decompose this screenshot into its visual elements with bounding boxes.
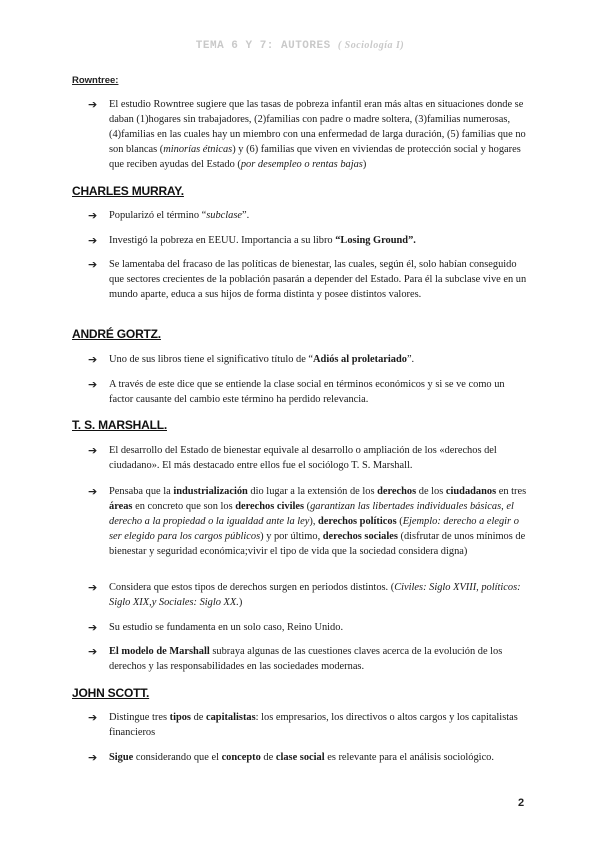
text-run: ( [396, 516, 403, 527]
text-run: Investigó la pobreza en EEUU. Importancia a su libro [109, 235, 336, 246]
bold-text: Sigue [109, 752, 134, 763]
text-run: considerando que el [133, 752, 222, 763]
text-run: en concreto que son los [132, 501, 236, 512]
list-item [88, 97, 528, 172]
text-run: subraya algunas de las cuestiones claves acerca de la evolución de los derechos y las responsabilidades en las sociedades modernas. [109, 646, 503, 672]
bold-text: concepto [221, 752, 261, 763]
item-text [109, 352, 528, 367]
text-run: A través de este dice que se entiende la clase social en términos económicos y si se ve como un factor causante del cambio este término ha perdido relevancia. [109, 379, 505, 405]
arrow-bullet-icon: ➔ [88, 98, 98, 111]
bold-text: El modelo de Marshall [109, 646, 210, 657]
arrow-bullet-icon: ➔ [88, 751, 98, 764]
italic-text: minorías étnicas [163, 144, 233, 155]
text-run: ) y (6) familias que viven en viviendas de protección social y hogares que reciben ayudas del Estado ( [109, 144, 521, 170]
list-item [88, 750, 528, 765]
header-subtitle: ( Sociología I) [337, 40, 405, 51]
arrow-bullet-icon: ➔ [88, 353, 98, 366]
text-run: El estudio Rowntree sugiere que las tasas de pobreza infantil eran más altas en situaciones donde se daban (1)hogares sin trabajadores, (2)familias con padre o madre soltera, (3)familias numerosas, (4)familias en las cuales hay un miembro con una enfermedad de larga duración, (5) familias que no son blancas ( [109, 99, 526, 155]
header-title: TEMA 6 Y 7: AUTORES [195, 40, 331, 52]
item-text [109, 233, 528, 248]
text-run: Popularizó el término “ [109, 210, 207, 221]
italic-text: por desempleo o rentas bajas [240, 159, 363, 170]
arrow-bullet-icon: ➔ [88, 258, 98, 271]
text-run: de los [416, 486, 446, 497]
arrow-bullet-icon: ➔ [88, 621, 98, 634]
arrow-bullet-icon: ➔ [88, 378, 98, 391]
text-run: ”. [406, 354, 415, 365]
arrow-bullet-icon: ➔ [88, 581, 98, 594]
section-title-gortz: ANDRÉ GORTZ. [72, 327, 161, 341]
text-run: Pensaba que la [109, 486, 174, 497]
text-run: ) y por último, [260, 531, 323, 542]
text-run: es relevante para el análisis sociológico. [324, 752, 494, 763]
text-run: Uno de sus libros tiene el significativo título de “ [109, 354, 314, 365]
text-run: Distingue tres [109, 712, 170, 723]
text-run: (disfrutar de unos mínimos de bienestar y seguridad económica;vivir el tipo de vida que la sociedad considera digna) [109, 531, 526, 557]
arrow-bullet-icon: ➔ [88, 444, 98, 457]
list-item [88, 352, 528, 367]
text-run: ”. [242, 210, 250, 221]
arrow-bullet-icon: ➔ [88, 234, 98, 247]
section-title-murray: CHARLES MURRAY. [72, 184, 184, 198]
list-item [88, 710, 528, 740]
text-run: El desarrollo del Estado de bienestar equivale al desarrollo o ampliación de los «derechos del ciudadano». El más destacado entre ellos fue el sociólogo T. S. Marshall. [109, 445, 497, 471]
list-item [88, 233, 528, 248]
text-run: : los empresarios, los directivos o altos cargos y los capitalistas financieros [109, 712, 518, 738]
list-item [88, 644, 528, 674]
item-text [109, 257, 528, 302]
arrow-bullet-icon: ➔ [88, 645, 98, 658]
text-run: ), [309, 516, 319, 527]
bold-text: capitalistas [206, 712, 256, 723]
italic-text: Civiles: Siglo XVIII, políticos: Siglo XIX,y Sociales: Siglo XX. [109, 582, 521, 608]
italic-text: subclase [206, 210, 243, 221]
section-title-marshall: T. S. MARSHALL. [72, 418, 167, 432]
arrow-bullet-icon: ➔ [88, 485, 98, 498]
list-item [88, 484, 528, 559]
text-run: ) [238, 597, 243, 608]
item-text [109, 443, 528, 473]
arrow-bullet-icon: ➔ [88, 711, 98, 724]
bold-text: derechos [377, 486, 417, 497]
list-item [88, 208, 528, 223]
item-text [109, 208, 528, 223]
bold-text: “Losing Ground”. [335, 235, 416, 246]
item-text [109, 97, 528, 172]
item-text [109, 580, 528, 610]
section-title-rowntree: Rowntree: [72, 75, 119, 86]
item-text [109, 750, 528, 765]
item-text [109, 620, 528, 635]
item-text [109, 377, 528, 407]
arrow-bullet-icon: ➔ [88, 209, 98, 222]
item-text [109, 484, 528, 559]
text-run: de [190, 712, 206, 723]
section-title-scott: JOHN SCOTT. [72, 686, 150, 700]
item-text [109, 644, 528, 674]
text-run: dio lugar a la extensión de los [247, 486, 378, 497]
bold-text: derechos políticos [318, 516, 397, 527]
text-run: Su estudio se fundamenta en un solo caso, Reino Unido. [109, 622, 344, 633]
text-run: ) [362, 159, 367, 170]
bold-text: tipos [169, 712, 191, 723]
bold-text: industrialización [173, 486, 248, 497]
bold-text: clase social [275, 752, 325, 763]
text-run: Considera que estos tipos de derechos surgen en periodos distintos. ( [109, 582, 395, 593]
bold-text: ciudadanos [445, 486, 497, 497]
bold-text: Adiós al proletariado [313, 354, 407, 365]
list-item [88, 377, 528, 407]
page-number: 2 [518, 797, 525, 809]
bold-text: áreas [109, 501, 133, 512]
bold-text: derechos civiles [235, 501, 304, 512]
text-run: Se lamentaba del fracaso de las políticas de bienestar, las cuales, según él, solo habían conseguido que sectores crecientes de la población pasarán a depender del Estado. Para él la subclase vive en un mundo aparte, educa a sus hijos de forma distinta y posee distintos valores. [109, 259, 527, 300]
text-run: ( [304, 501, 311, 512]
list-item [88, 257, 528, 302]
page-header [0, 40, 600, 52]
text-run: de [260, 752, 276, 763]
italic-text: Ejemplo: derecho a elegir o ser elegido para los cargos públicos [109, 516, 519, 542]
list-item [88, 443, 528, 473]
list-item [88, 580, 528, 610]
list-item [88, 620, 528, 635]
italic-text: garantizan las libertades individuales básicas, el derecho a la propiedad o la igualdad ante la ley [109, 501, 514, 527]
text-run: en tres [496, 486, 527, 497]
bold-text: derechos sociales [322, 531, 398, 542]
item-text [109, 710, 528, 740]
